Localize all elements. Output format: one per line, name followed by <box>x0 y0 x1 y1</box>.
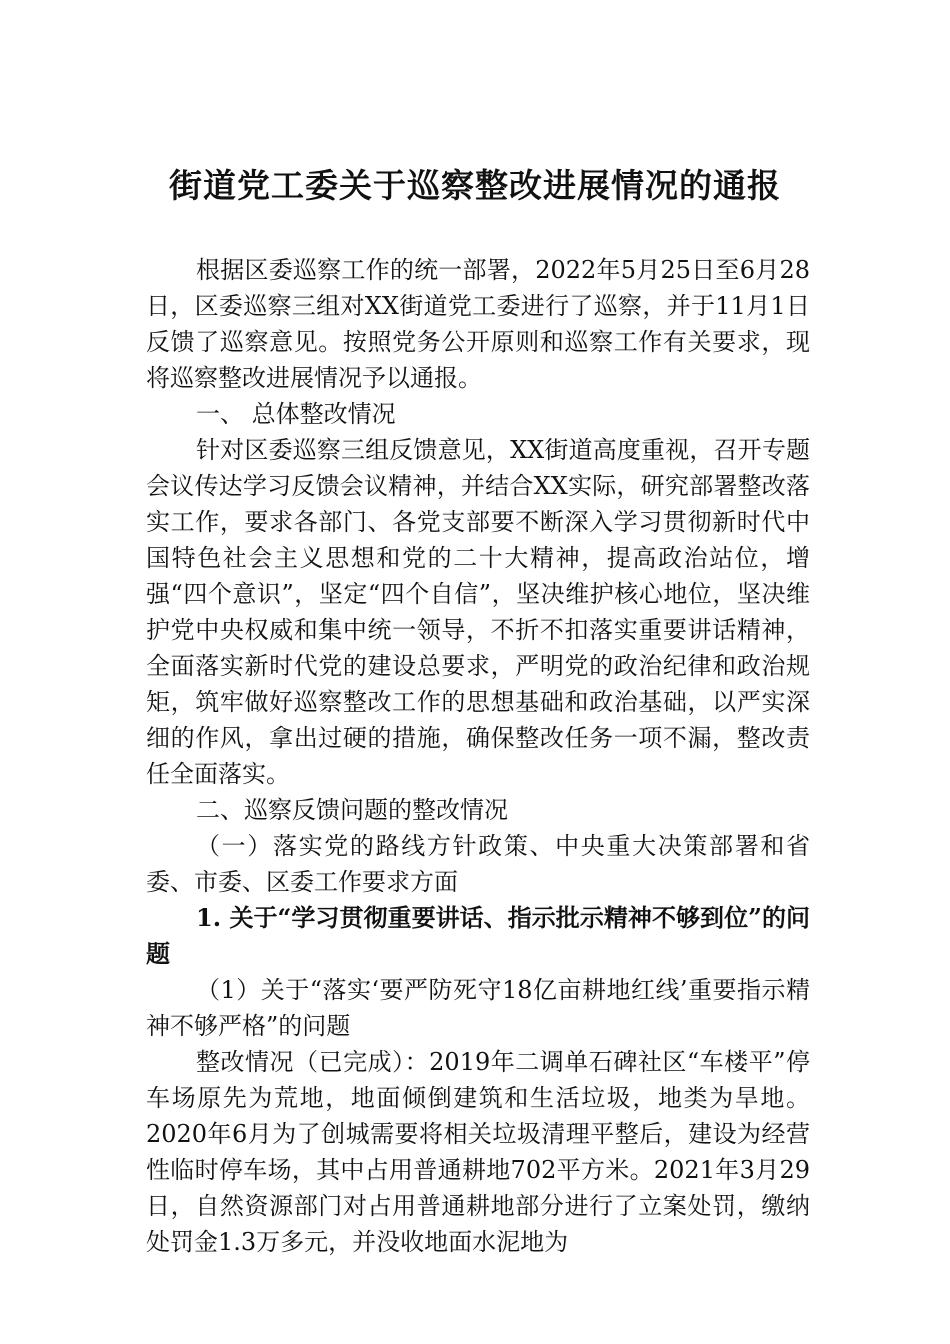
section-2-heading: 二、巡察反馈问题的整改情况 <box>196 796 508 824</box>
document-title: 街道党工委关于巡察整改进展情况的通报 <box>169 166 781 205</box>
item-1-1-heading: （1）关于“落实‘要严防死守18亿亩耕地红线’重要指示精神不够严格”的问题 <box>146 976 810 1040</box>
intro-paragraph: 根据区委巡察工作的统一部署，2022年5月25日至6月28日，区委巡察三组对XX街道党工委进行了巡察，并于11月1日反馈了巡察意见。按照党务公开原则和巡察工作有关要求，现将巡察整改进展情况予以通报。 <box>146 256 810 392</box>
subsection-1-heading: （一）落实党的路线方针政策、中央重大决策部署和省委、市委、区委工作要求方面 <box>146 832 810 896</box>
section-1-heading: 一、 总体整改情况 <box>196 400 396 428</box>
document-body <box>146 252 810 1260</box>
item-1-heading: 1. 关于“学习贯彻重要讲话、指示批示精神不够到位”的问题 <box>146 903 810 968</box>
section-1-paragraph: 针对区委巡察三组反馈意见，XX街道高度重视，召开专题会议传达学习反馈会议精神，并结合XX实际，研究部署整改落实工作，要求各部门、各党支部要不断深入学习贯彻新时代中国特色社会主义思想和党的二十大精神，提高政治站位，增强“四个意识”，坚定“四个自信”，坚决维护核心地位，坚决维护党中央权威和集中统一领导，不折不扣落实重要讲话精神，全面落实新时代党的建设总要求，严明党的政治纪律和政治规矩，筑牢做好巡察整改工作的思想基础和政治基础，以严实深细的作风，拿出过硬的措施，确保整改任务一项不漏，整改责任全面落实。 <box>146 436 810 788</box>
item-1-1-paragraph: 整改情况（已完成）：2019年二调单石碑社区“车楼平”停车场原先为荒地，地面倾倒建筑和生活垃圾，地类为旱地。2020年6月为了创城需要将相关垃圾清理平整后，建设为经营性临时停车场，其中占用普通耕地702平方米。2021年3月29日，自然资源部门对占用普通耕地部分进行了立案处罚，缴纳处罚金1.3万多元，并没收地面水泥地为 <box>146 1048 810 1256</box>
